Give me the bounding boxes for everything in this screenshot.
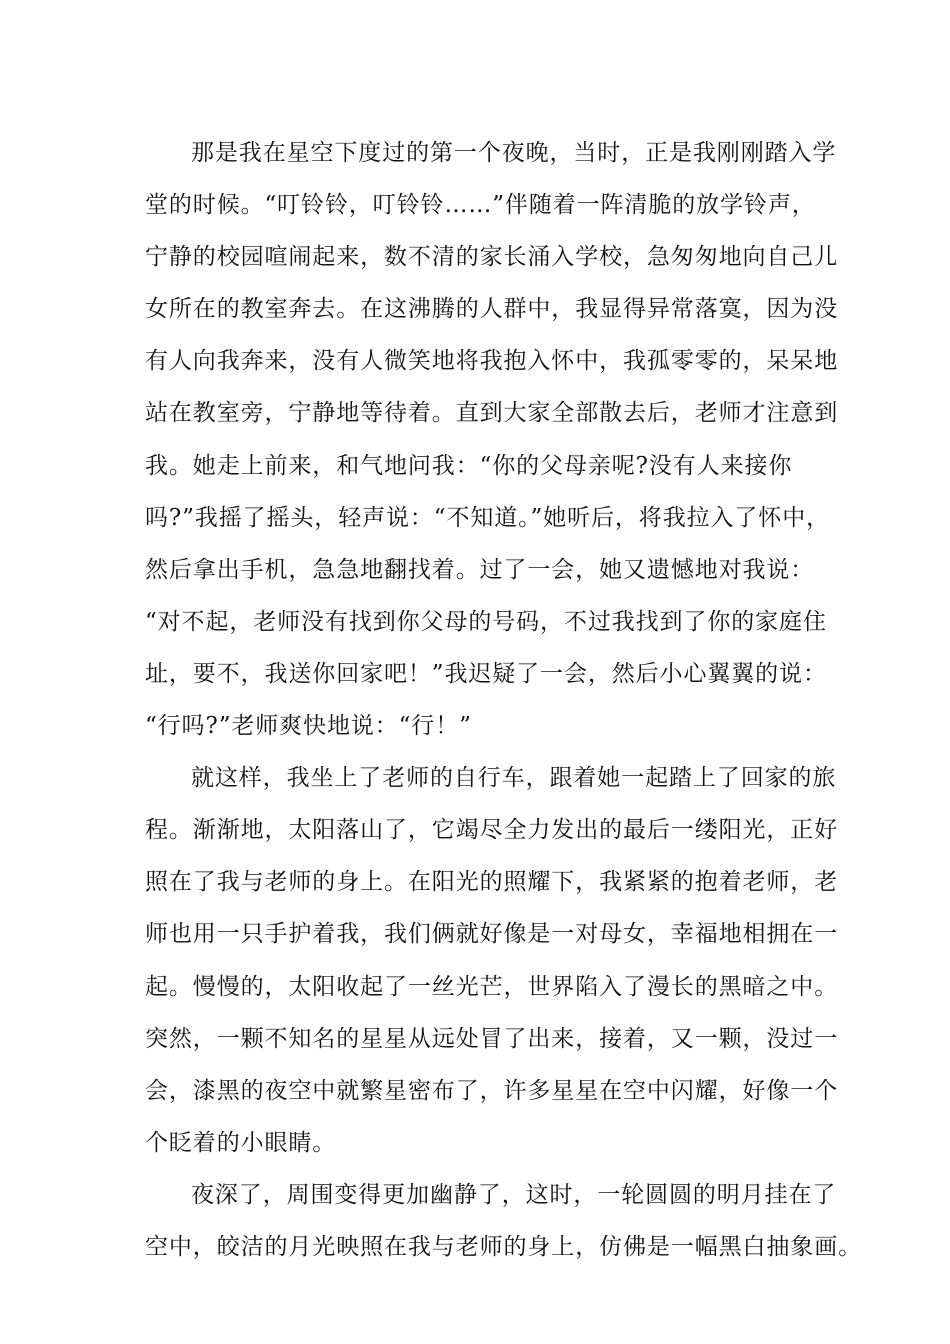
essay-body: [145, 133, 862, 1279]
paragraph-2-line-3: 照在了我与老师的身上。在阳光的照耀下，我紧紧的抱着老师，老: [145, 869, 839, 896]
paragraph-1-line-12: “行吗?”老师爽快地说：“行！”: [145, 713, 472, 740]
paragraph-2-line-5: 起。慢慢的，太阳收起了一丝光芒，世界陷入了漫长的黑暗之中。: [145, 973, 839, 1000]
paragraph-1-line-9: 然后拿出手机，急急地翻找着。过了一会，她又遗憾地对我说：: [145, 556, 815, 583]
paragraph-1-line-7: 我。她走上前来，和气地问我：“你的父母亲呢?没有人来接你: [145, 452, 793, 479]
paragraph-1-line-10: “对不起，老师没有找到你父母的号码，不过我找到了你的家庭住: [145, 608, 827, 635]
paragraph-3-line-1: 夜深了，周围变得更加幽静了，这时，一轮圆圆的明月挂在了: [191, 1181, 837, 1208]
paragraph-3-line-2: 空中，皎洁的月光映照在我与老师的身上，仿佛是一幅黑白抽象画。: [145, 1233, 862, 1260]
paragraph-2-line-4: 师也用一只手护着我，我们俩就好像是一对母女，幸福地相拥在一: [145, 921, 839, 948]
paragraph-1-line-8: 吗?”我摇了摇头，轻声说：“不知道。”她听后，将我拉入了怀中，: [145, 504, 831, 531]
paragraph-2-line-8: 个眨着的小眼睛。: [145, 1129, 337, 1156]
paragraph-1-line-11: 址，要不，我送你回家吧！”我迟疑了一会，然后小心翼翼的说：: [145, 660, 827, 687]
paragraph-1-line-2: 堂的时候。“叮铃铃，叮铃铃……”伴随着一阵清脆的放学铃声，: [145, 192, 816, 219]
paragraph-1-line-4: 女所在的教室奔去。在这沸腾的人群中，我显得异常落寞，因为没: [145, 296, 839, 323]
paragraph-1-line-3: 宁静的校园喧闹起来，数不清的家长涌入学校，急匆匆地向自己儿: [145, 244, 839, 271]
paragraph-1-line-6: 站在教室旁，宁静地等待着。直到大家全部散去后，老师才注意到: [145, 400, 839, 427]
paragraph-1-line-5: 有人向我奔来，没有人微笑地将我抱入怀中，我孤零零的，呆呆地: [145, 348, 839, 375]
paragraph-2-line-6: 突然，一颗不知名的星星从远处冒了出来，接着，又一颗，没过一: [145, 1025, 839, 1052]
paragraph-2-line-2: 程。渐渐地，太阳落山了，它竭尽全力发出的最后一缕阳光，正好: [145, 817, 839, 844]
paragraph-2-line-7: 会，漆黑的夜空中就繁星密布了，许多星星在空中闪耀，好像一个: [145, 1077, 839, 1104]
paragraph-2-line-1: 就这样，我坐上了老师的自行车，跟着她一起踏上了回家的旅: [191, 765, 837, 792]
paragraph-1-line-1: 那是我在星空下度过的第一个夜晚，当时，正是我刚刚踏入学: [191, 140, 837, 166]
